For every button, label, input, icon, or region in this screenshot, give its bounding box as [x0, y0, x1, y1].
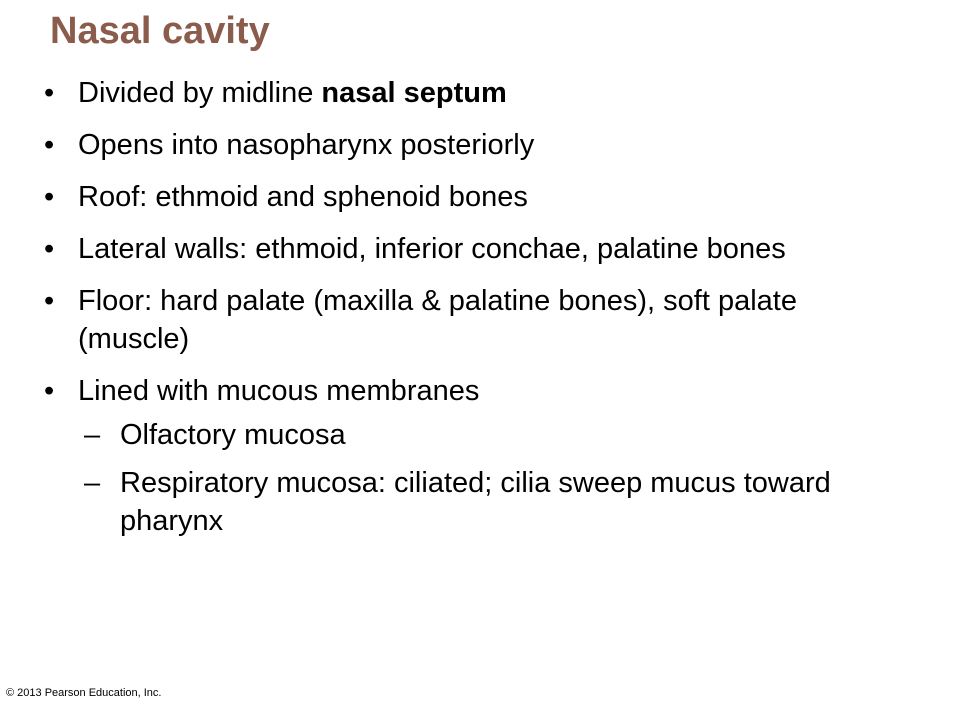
bullet-text: Lateral walls: ethmoid, inferior conchae, palatine bones — [78, 233, 786, 265]
sub-bullet-text: Respiratory mucosa: ciliated; cilia sweep mucus toward pharynx — [120, 467, 831, 537]
bullet-text: Lined with mucous membranes — [78, 375, 480, 407]
bullet-text: Roof: ethmoid and sphenoid bones — [78, 181, 528, 213]
bullet-marker: • — [44, 129, 55, 161]
bullet-marker: • — [44, 375, 55, 407]
bullet-marker: • — [44, 181, 55, 213]
sub-bullet-text: Olfactory mucosa — [120, 419, 346, 451]
slide-title: Nasal cavity — [50, 10, 270, 52]
sub-bullet-marker: – — [84, 419, 101, 451]
bullet-bold-term: nasal septum — [321, 77, 507, 109]
bullet-marker: • — [44, 77, 55, 109]
sub-bullet-item — [42, 464, 902, 540]
bullet-list — [42, 74, 902, 550]
copyright-notice: © 2013 Pearson Education, Inc. — [6, 687, 162, 699]
bullet-item — [42, 178, 902, 216]
bullet-item — [42, 230, 902, 268]
bullet-item — [42, 126, 902, 164]
bullet-marker: • — [44, 285, 55, 317]
bullet-text: Divided by midline — [78, 77, 322, 109]
bullet-text: Floor: hard palate (maxilla & palatine bones), soft palate (muscle) — [78, 285, 797, 355]
bullet-marker: • — [44, 233, 55, 265]
bullet-item — [42, 282, 902, 358]
sub-bullet-item — [42, 416, 902, 454]
bullet-item — [42, 74, 902, 112]
bullet-item — [42, 372, 902, 410]
bullet-text: Opens into nasopharynx posteriorly — [78, 129, 535, 161]
sub-bullet-marker: – — [84, 467, 101, 499]
